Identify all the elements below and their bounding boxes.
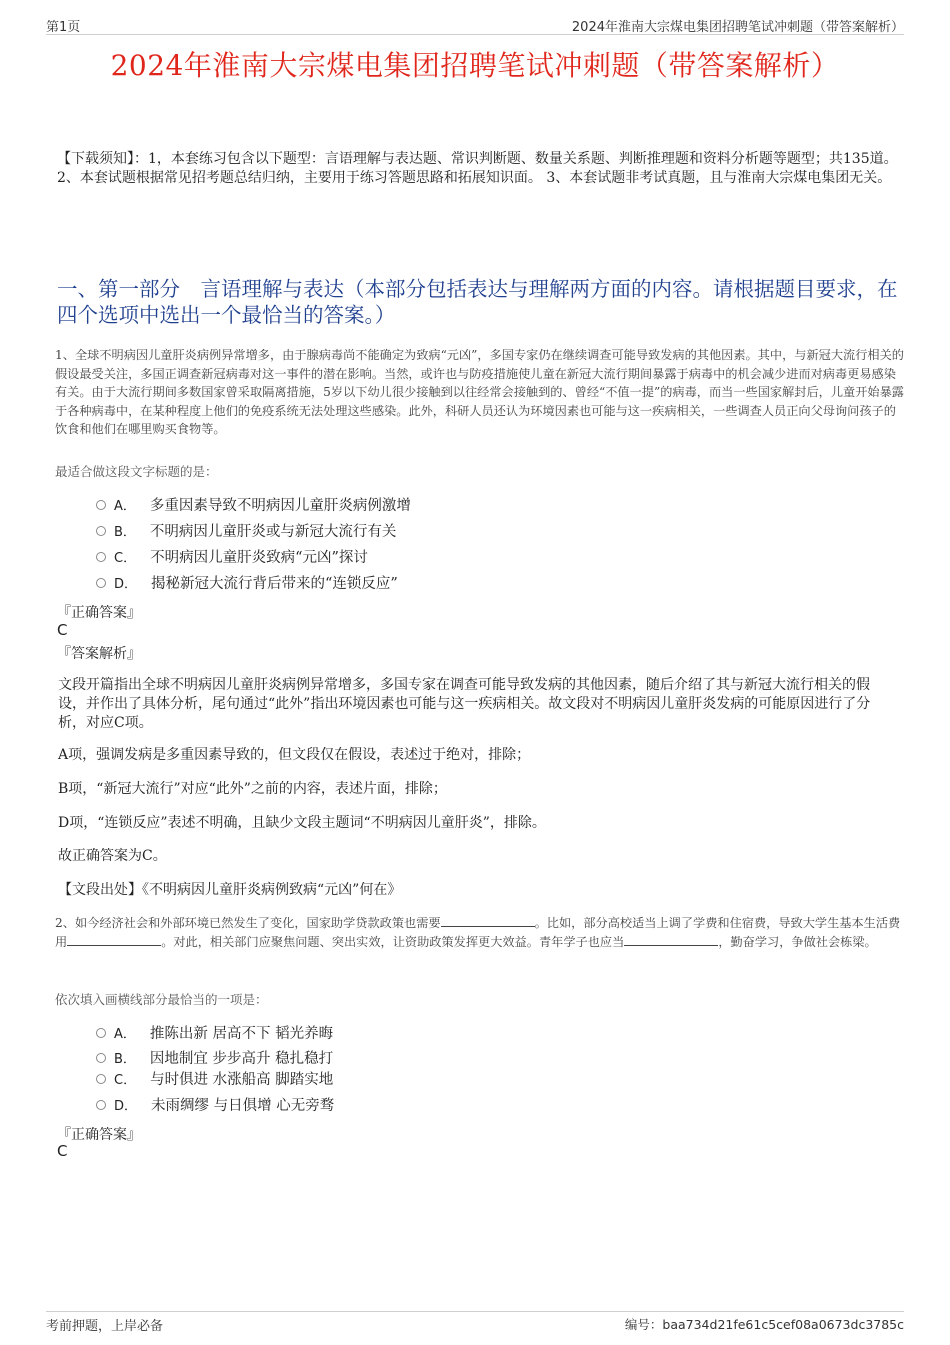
question-2-option-b[interactable]: B． 因地制宜 步步高升 稳扎稳打 — [96, 1049, 333, 1069]
question-2-prompt: 依次填入画横线部分最恰当的一项是： — [55, 992, 268, 1007]
analysis-option-d: D项，“连锁反应”表述不明确，且缺少文段主题词“不明病因儿童肝炎”，排除。 — [58, 815, 546, 831]
header-doc-title: 2024年淮南大宗煤电集团招聘笔试冲刺题（带答案解析） — [571, 20, 904, 35]
radio-icon[interactable] — [96, 578, 106, 588]
fill-blank-1 — [441, 915, 535, 927]
page-header — [46, 14, 904, 35]
footer-code: 编号：baa734d21fe61c5cef08a0673dc3785c — [624, 1317, 904, 1332]
question-2-text: 2、如今经济社会和外部环境已然发生了变化，国家助学贷款政策也需要 。比如，部分高校适当上调了学费和住宿费，导致大学生基本生活费用 。对此，相关部门应聚焦问题、突出实效，让资助政策发挥更大效益。青年学子也应当 ，勤奋学习，争做社会栋梁。 — [55, 916, 901, 949]
footer-slogan: 考前押题，上岸必备 — [46, 1319, 164, 1334]
radio-icon[interactable] — [96, 1028, 106, 1038]
page-title: 2024年淮南大宗煤电集团招聘笔试冲刺题（带答案解析） — [110, 49, 840, 82]
question-1-option-c[interactable]: C． 不明病因儿童肝炎致病“元凶”探讨 — [96, 548, 368, 568]
analysis-option-b: B项，“新冠大流行”对应“此外”之前的内容，表述片面，排除； — [58, 781, 447, 797]
question-1-option-d[interactable]: D． 揭秘新冠大流行背后带来的“连锁反应” — [96, 574, 398, 594]
analysis-option-a: A项，强调发病是多重因素导致的，但文段仅在假设，表述过于绝对，排除； — [58, 747, 531, 763]
fill-blank-2 — [67, 934, 161, 946]
question-1-answer-label: 『正确答案』 — [57, 605, 141, 621]
radio-icon[interactable] — [96, 500, 106, 510]
question-2-option-c[interactable]: C． 与时俱进 水涨船高 脚踏实地 — [96, 1070, 333, 1090]
radio-icon[interactable] — [96, 552, 106, 562]
radio-icon[interactable] — [96, 1053, 106, 1063]
radio-icon[interactable] — [96, 526, 106, 536]
question-1-analysis-label: 『答案解析』 — [57, 646, 141, 662]
section-heading: 一、第一部分 言语理解与表达（本部分包括表达与理解两方面的内容。请根据题目要求，在四个选项中选出一个最恰当的答案。） — [57, 277, 898, 327]
question-1-prompt: 最适合做这段文字标题的是： — [55, 464, 218, 479]
analysis-conclusion: 故正确答案为C。 — [58, 848, 167, 864]
page-number: 第1页 — [46, 20, 81, 35]
question-1-option-a[interactable]: A． 多重因素导致不明病因儿童肝炎病例激增 — [96, 496, 411, 516]
analysis-source: 【文段出处】《不明病因儿童肝炎病例致病“元凶”何在》 — [58, 882, 402, 898]
question-2-option-a[interactable]: A． 推陈出新 居高不下 韬光养晦 — [96, 1024, 333, 1044]
question-1-answer: C — [57, 621, 68, 639]
question-1-text: 1、全球不明病因儿童肝炎病例异常增多，由于腺病毒尚不能确定为致病“元凶”，多国专家仍在继续调查可能导致发病的其他因素。其中，与新冠大流行相关的假设最受关注，多国正调查新冠病毒对这一事件的潜在影响。当然，或许也与防疫措施使儿童在新冠大流行期间暴露于病毒中的机会减少进而对病毒更易感染有关。由于大流行期间多数国家曾采取隔离措施，5岁以下幼儿很少接触到以往经常会接触到的、曾经“不值一提”的病毒，而当一些国家解封后，儿童开始暴露于各种病毒中，在某种程度上他们的免疫系统无法处理这些感染。此外，科研人员还认为环境因素也可能与这一疾病相关，一些调查人员正向父母询问孩子的饮食和他们在哪里购买食物等。 — [55, 348, 904, 436]
page-footer — [46, 1311, 904, 1334]
question-2-option-d[interactable]: D． 未雨绸缪 与日俱增 心无旁骛 — [96, 1096, 334, 1116]
question-1-option-b[interactable]: B． 不明病因儿童肝炎或与新冠大流行有关 — [96, 522, 396, 542]
fill-blank-3 — [624, 934, 718, 946]
radio-icon[interactable] — [96, 1074, 106, 1084]
radio-icon[interactable] — [96, 1100, 106, 1110]
question-2-answer: C — [57, 1142, 68, 1160]
question-2-answer-label: 『正确答案』 — [57, 1127, 141, 1143]
analysis-paragraph: 文段开篇指出全球不明病因儿童肝炎病例异常增多，多国专家在调查可能导致发病的其他因素，随后介绍了其与新冠大流行相关的假设，并作出了具体分析，尾句通过“此外”指出环境因素也可能与这一疾病相关。故文段对不明病因儿童肝炎发病的可能原因进行了分析，对应C项。 — [58, 677, 871, 731]
download-notice: 【下载须知】：1，本套练习包含以下题型：言语理解与表达题、常识判断题、数量关系题、判断推理题和资料分析题等题型；共135道。 2、本套试题根据常见招考题总结归纳，主要用于练习答题思路和拓展知识面。 3、本套试题非考试真题，且与淮南大宗煤电集团无关。 — [57, 151, 898, 186]
